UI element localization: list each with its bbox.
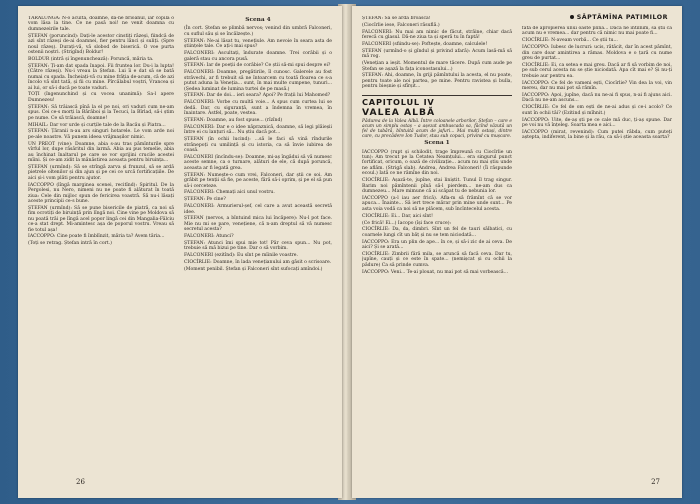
text-paragraph: (Ce frică! Ei...) Iacopo (își face cruce): xyxy=(362,220,452,226)
text-paragraph: BOLDUR (intră și îngenunchează): Poruncă, măria ta. xyxy=(28,56,154,62)
text-paragraph: ȘTEFAN (urmînd-o și gîndul și privind afară): Acum lasă-mă să mă rog. xyxy=(362,48,512,60)
text-paragraph: IACCOPPO: Uite, de-aș ști pe ce cale mă duc, ți-aș spune. Dar pe voi nu vă înțeleg. Soarta mea e aici... xyxy=(522,117,672,128)
page-number-left: 26 xyxy=(76,478,85,486)
text-paragraph: CIOCÎRLIE: Așază-te, jupîne, stai liniștit. Tunul îl trag singur. Barim noi pămîntenii pînă să-l pierdem... ne-am dus ca dumnezeu... Mare mimune că ai scăpat tu de nebunia lor. xyxy=(362,178,512,195)
text-paragraph: ȘTEFAN (urmînd): Să se strîngă zarva și frunzul, să se ardă pietrele oltenilor și din ajun și pe cei ce urcă fortificațiile. De aici și-i vom plăti pentru ajutor. xyxy=(28,164,174,181)
text-paragraph: CIOCÎRLIE: Ei... Dar, aici sînt! xyxy=(362,213,433,219)
scene-heading-right: Scena 1 xyxy=(424,140,450,147)
text-paragraph: FALCONERI (încîndu-se): Doamne, mi-aș îngădui să vă numesc aceste semne, ca o turnare, alături de ele, că după poruncă, aceasta ar fi legată grea. xyxy=(184,154,332,171)
text-paragraph: (Venețian a ieșit. Momentul de mare tăcere. După cum aude pe Ștefan se așază la fața iconostasului...) xyxy=(362,61,512,72)
text-paragraph: ȘTEFAN: Atunci îmi spui mie tot! Păr ceva spun... Nu pot, trebuie să mă bizui pe tine. Dar o să vorbim. xyxy=(184,240,332,252)
text-paragraph: FALCONERI (sfiindu-se): Poftește, doamne, calculele! xyxy=(362,41,488,47)
text-paragraph: (Toți se retrag. Ștefan intră în cort.) xyxy=(28,241,112,247)
text-paragraph: CIOCÎRLIE: Da, da, dimbri. Sînt un fel de tauri sălbatici, cu coarnele lungi cît un băț și nu se tem niciodată... xyxy=(362,227,512,238)
text-paragraph: IACCOPPO: Iubesc de lucruri: ucis, rătăcit, dar în acest pămînt, din care doar amintirea a rămas. Moldova e o țară cu nume greu de purtat... xyxy=(522,45,672,62)
text-paragraph: ȘTEFAN (nervos, a bîntuind mica lui încăpere): Nu-l pot face. Mie nu mi se pare, venețiene, că n-am dreptul să vă numesc secretul acesta? xyxy=(184,216,332,233)
left-page xyxy=(18,6,342,498)
text-paragraph: FALCONERI (ezitînd): Eu sînt pe mîinile voastre. xyxy=(184,253,298,259)
bullet-icon xyxy=(570,15,574,19)
text-paragraph: (Moment penibil. Ștefan și Falconeri sînt sufocați amîndoi.) xyxy=(184,266,323,272)
text-paragraph: FALCONERI: Chemați aici unul vostru. xyxy=(184,190,275,196)
text-paragraph: ȘTEFAN: Doamne, au fost spuse... (rîzînd) xyxy=(184,117,283,123)
text-paragraph: IACCOPPO: Era un plin de ape... în ce, și să-i zic de ai ceva. De aici? Și se arată... xyxy=(362,239,512,251)
text-paragraph: TĂRĂLUNGA: N-o aculta, doamne, dă-ne brioanul, iar copila o vom lăsa la tine. Ce ne pasă noi! ne venit doamna cu dumnezeirile tale. xyxy=(28,16,174,32)
page-number-right: 27 xyxy=(651,478,660,486)
text-paragraph: MIHAIL: Dar vor urde și curțile tale de la Bacău și Piatra... xyxy=(28,122,166,128)
text-paragraph: ȘTEFAN: Să se ardă broasca! xyxy=(362,16,431,21)
text-paragraph: ȘTEFAN: Să trăiască pînă la el pe noi, ori vaduri cum ne-am spus. Cei ce-s morți la Bărăboi și la Tecuci, la Bîrlad, să-i știm pe nume. Ce să trăiască, doamne! xyxy=(28,104,174,121)
scene-heading: Scena 4 xyxy=(245,17,271,23)
text-paragraph: IACCOPPO: Veni... Te-ai plouat, nu mai pot să mai vorbească... xyxy=(362,269,509,275)
text-paragraph: FALCONERI: Doamne, pregătirile, îl cunosc. Galerele au fost străvechi, ar fi trebuit să ne întoarcem cu toată floarea ce s-a putut aduna la Veneția... sunt, în mai multe cumpene, tunuri... (Ședea luminat de lumina turtei de pe masă.) xyxy=(184,70,332,92)
text-paragraph: IACCOPPO (lîngă marginea scenei, recitînd): Spiritul. De la Pergolesi, nu Nero, nimeni nu ne poate fi alăturat în toată ziua: Cele din mijloc spun de fericirea voastră. Să nu-i lăsați aceste principii ce-s bune. xyxy=(28,182,174,204)
running-header-text: SĂPTĂMÎNA PATIMILOR xyxy=(576,14,668,21)
text-paragraph: CIOCÎRLIE: Ce fel de om ești de ne-ai adus și ce-i acolo? Ce sunt în ochii tăi? (Ezitind și mîhnit.) xyxy=(522,105,672,116)
left-page-column-2 xyxy=(184,16,332,461)
text-paragraph: FALCONERI: Dar e o idee năpraznică, doamne, să legi plăieșii între ei cu lanțuri să... Nu știu dacă pot... xyxy=(184,124,332,136)
text-paragraph: ȘTEFAN: Dar de doi... ieri seara? Apoi? Pe frații lui Mahomed? xyxy=(184,93,331,99)
chapter-title: VALEA ALBĂ xyxy=(362,107,436,119)
right-page-column-2 xyxy=(522,26,672,466)
text-paragraph: ȘTEFAN: Pe cine? xyxy=(184,197,226,203)
text-paragraph: ȘTEFAN: Țăranii n-au ars singuri hotarele. Le vom arde noi pe-ale noastre. Vă punem ideea vrăjmașilor nimic. xyxy=(28,129,174,140)
running-header xyxy=(570,14,668,21)
text-paragraph: FALCONERI: Nu mai am nimic de făcut, străine, chiar dacă ferecă cu glasul. Dă-ne ziua ta și speră tu în faptă! xyxy=(362,29,512,41)
text-paragraph: ȘTEFAN: Ți-am dat spada înapoi. Fii fruntea lor. Du-i la lupta! (Către răzeși). Nu-i vreau la Ștefan. Lui îi e dat să se bată numai cu spada. Încheiați-vă cu mine frăția de-acum, că de azi încolo vă sînt tată, și fii cu mine. Pîrcălabul voștri, Vrancea și ai lui, or să-i ducă pe toate vaduri. xyxy=(28,63,174,91)
chapter-description: Pădurea de la Valea Albă. Între coloanele arborilor, Ștefan – care e acum un simplu ostaș – a așezat ambuscada sa, făcînd văzută un fel de tabără, bîntuită acum de jafuri... Mai mulți ostași, dintre care, cu precădere Ion Tudor, stau sub copaci, privind cu mușcare. xyxy=(362,118,512,139)
text-paragraph: CIOCÎRLIE: Doamne, în lada venețianului am găsit o scrisoare. xyxy=(184,260,332,266)
text-paragraph: ȘTEFAN: Numește-o cum vrei, Falconeri, dar știi ce soi. Am grăbit pe tenții să fie, pe aceste, fără să-i oprim, și pe el să pun să-i cerceteze. xyxy=(184,172,332,189)
left-page-column-1 xyxy=(28,16,174,461)
text-paragraph: (În cort. Ștefan se plimbă nervos; venind din umbră Falconeri, cu suflul său și se încălzește.) xyxy=(184,26,332,37)
chapter-rule xyxy=(362,95,512,96)
text-paragraph: IACCOPPO (a-l iau aer frică). Afla-m să frămînt că se vor apuca... Înainte... Să iert trece mărar prin mine unde sunt... Pe asta voia vodă ca noi să ne plăcem, sub încîntecelul acesta. xyxy=(362,195,512,212)
text-paragraph: ȘTEFAN: Ahi, doamne, în griji pămîntului la acesta, el nu poate, pentru toate ale noi partea, pe mine. Pentru ravistea și bulla, pentru bieșnie și sfîrșit... xyxy=(362,73,512,90)
text-paragraph: FALCONERI: Atunci? xyxy=(184,234,234,240)
text-paragraph: IACCOPPO (mirat, revenind): Cum putei răbda, cum puteți aștepta, indiferent, la bine și la rău, ca să-i știe aceasta soarta? xyxy=(522,129,672,141)
text-paragraph: IACCOPPO: Cine poate fi îmblînzit, măria ta? Avem tăria... xyxy=(28,234,165,240)
text-paragraph: IACCOPPO: Apoi, jupîne, dacă nu ne-ai fi spus, n-ai fi ajuns aici. Dacă nu ne-am ascuns... xyxy=(522,92,672,104)
text-paragraph: ȘTEFAN (în ochii lucind): ...să le faci să vină rîndurile strănepoți cu umilință și cu istoria, ca să învie iubirea de coasă. xyxy=(184,137,332,154)
text-paragraph: UN PREOT (vine): Doamne, abia s-au tras pămînturile spre vîrful lor, dupe răsăritul din larmă. Abia au pus temelie, abia au închinat înaltarul pe care se vor sprijini crucile acestei mîini. Și ce-am zidit la mănăstirea aceasta pentru biruința... xyxy=(28,141,174,163)
text-paragraph: ȘTEFAN (poruncind): Dați-le acestor cinstiți răzeși, fiindcă de azi sînt răzeși de-ai doamnei, fier pentru lănci și suliți. (Spre noul răzeș). Durați-vă, vă slobod de biserică. O voe purta ostenii noștri. (Strigînd) Boldur! xyxy=(28,33,174,56)
text-paragraph: TOȚI (îngenunchind și cu vocea unanimă): Sa-l apere Dumnezeu! xyxy=(28,92,174,103)
text-paragraph: CIOCÎRLIE: Zimbrii fără mila, se aruncă să facă ceva. Dar tu, jupîne, cauți și ce este în spate... (nemișcat și cu ochii la pădure) Ca să prinde cumva. xyxy=(362,251,512,268)
text-paragraph: ȘTEFAN: Ne-ai lăsat tu, venețiule. Am nevoie în seara asta de științele tale. Ce ați-i mai spus? xyxy=(184,38,332,50)
text-paragraph: (Ciocîrlie iese, Falconeri răsuflă.) xyxy=(362,22,440,28)
text-paragraph: FALCONERI: Ascultați, îndurate doamne. Trei corăbii și o galeră stau cu ancora pusă. xyxy=(184,51,332,62)
right-page xyxy=(352,6,682,498)
text-paragraph: IACCOPPO: Ce fel de vameni ești, Ciocîrlie? Vin dea la voi, vin mereu, dar nu mai pot să rămîn. xyxy=(522,80,672,92)
right-page-column-1 xyxy=(362,16,512,466)
text-paragraph: CIOCÎRLIE: N-aveam vorbă... Ce știi tu... xyxy=(522,38,618,44)
text-paragraph: ȘTEFAN (urmînd): Să se pune bisericile de piatră, ca noi să fim ocrotiți de biruință prin lîngă noi. Cine vine pe Moldova să nu poată trăi pe lîngă acel popor lingă cei din Mangalia-Fălciu ce-a stat drept. Mi-amintesc așa de poporul vostru. Vreau să fie totul așa! xyxy=(28,205,174,233)
text-paragraph: FALCONERI: Vorbe cu multă voie... A spus cum curtea lui se dedă. Dar, cu siguranță, sunt a îndemna în vremea, în înaintare. Astfel, poate, vestea. xyxy=(184,100,332,117)
text-paragraph: IACCOPPO (rupt și schilodit, trage împreună cu Ciocîrlie un tun): Am trecut pe la Cetatea Neamțului... era singurul punct fortificat, oricum, o oază de civilizație... acum nu mai știu unde ne aflăm. (Strigă slab). Andrea, Andrea Falconeri! (Îi răspunde ecoul.) Iată ce ne rămîne din noi. xyxy=(362,149,512,177)
text-paragraph: FALCONERI: Armurierul-șef, cel care a avut această secretă idee. xyxy=(184,204,332,215)
chapter-label: CAPITOLUL IV xyxy=(362,96,435,107)
text-paragraph: ȘTEFAN: Iar de poeții de corăbie? Ce știi să-mi spui despre ei? xyxy=(184,63,331,69)
text-paragraph: fată de apropierea unui oaste plină... Dacă ne întîlnim, să știi că acum nu e vremea... dar pentru că nimic nu mai poate fi... xyxy=(522,26,672,37)
text-paragraph: CIOCÎRLIE: Ei, ca setea e mai greu. Dacă ar fi să vorbim de noi, pe sub cerul acesta nu se știe niciodată. Apa cît mai e? Și nu-ți trebuie aur pentru ea. xyxy=(522,62,672,79)
